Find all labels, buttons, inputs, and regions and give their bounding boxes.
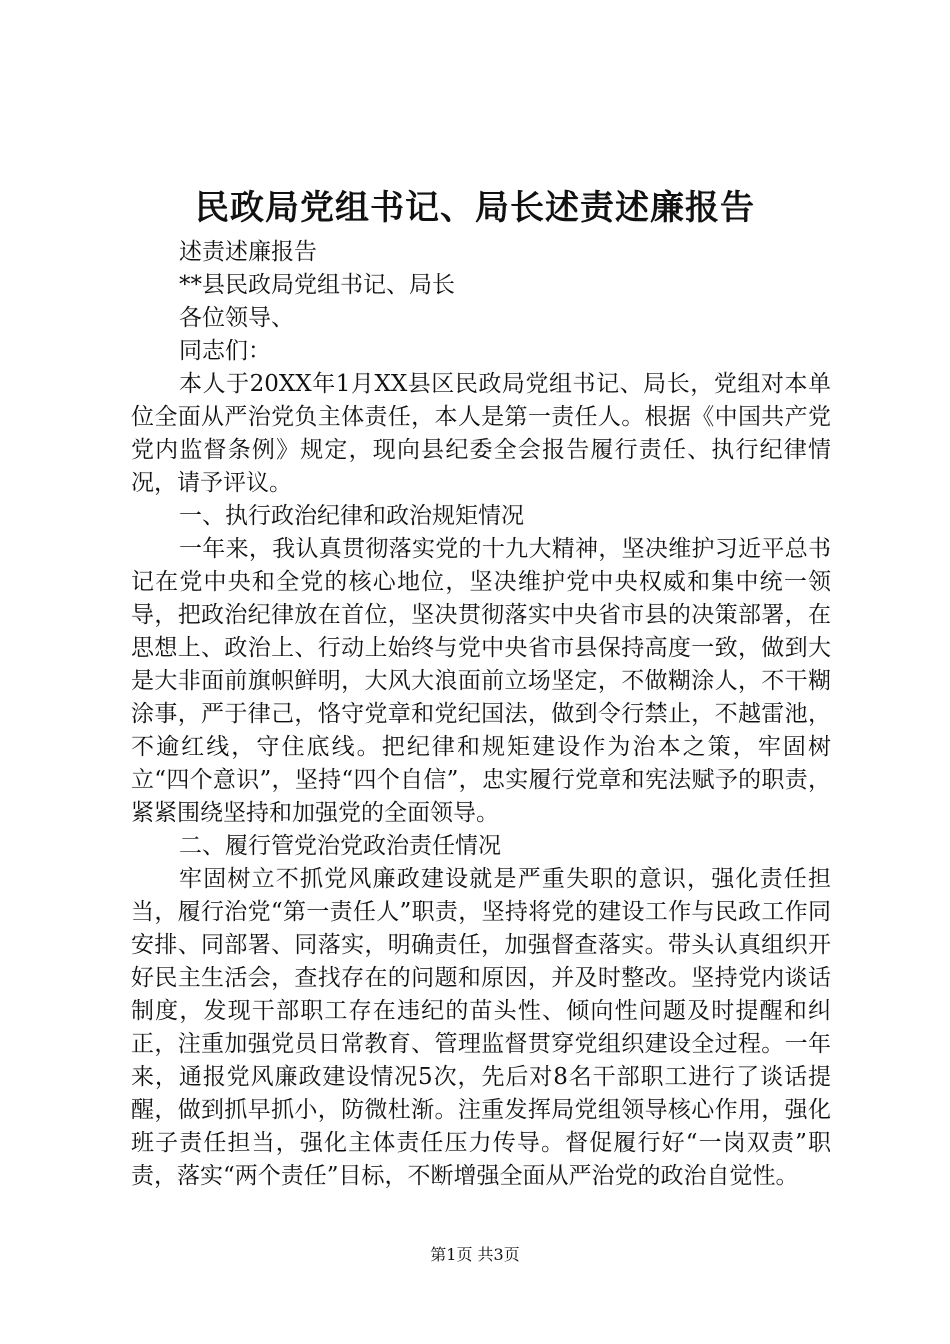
author-line: **县民政局党组书记、局长 [179, 272, 455, 298]
paragraph-list [131, 368, 831, 1193]
page-footer: 第1页 共3页 [430, 1245, 520, 1264]
report-subtitle: 述责述廉报告 [179, 239, 317, 265]
salutation-line-2: 同志们： [179, 338, 271, 364]
paragraph-intro: 本人于20XX年1月XX县区民政局党组书记、局长，党组对本单位全面从严治党负主体责任，本人是第一责任人。根据《中国共产党党内监督条例》规定，现向县纪委全会报告履行责任、执行纪律情况，请予评议。 [131, 371, 831, 496]
salutation-line-1: 各位领导、 [179, 305, 294, 331]
document-body [131, 236, 831, 1193]
section-heading-2: 二、履行管党治党政治责任情况 [179, 833, 501, 859]
document-title: 民政局党组书记、局长述责述廉报告 [195, 188, 755, 228]
paragraph-section-1: 一年来，我认真贯彻落实党的十九大精神，坚决维护习近平总书记在党中央和全党的核心地位，坚决维护党中央权威和集中统一领导，把政治纪律放在首位，坚决贯彻落实中央省市县的决策部署，在思想上、政治上、行动上始终与党中央省市县保持高度一致，做到大是大非面前旗帜鲜明，大风大浪面前立场坚定，不做糊涂人，不干糊涂事，严于律己，恪守党章和党纪国法，做到令行禁止，不越雷池，不逾红线，守住底线。把纪律和规矩建设作为治本之策，牢固树立“四个意识”，坚持“四个自信”，忠实履行党章和宪法赋予的职责，紧紧围绕坚持和加强党的全面领导。 [131, 536, 831, 826]
section-heading-1: 一、执行政治纪律和政治规矩情况 [179, 503, 524, 529]
paragraph-section-2: 牢固树立不抓党风廉政建设就是严重失职的意识，强化责任担当，履行治党“第一责任人”职责，坚持将党的建设工作与民政工作同安排、同部署、同落实，明确责任，加强督查落实。带头认真组织开好民主生活会，查找存在的问题和原因，并及时整改。坚持党内谈话制度，发现干部职工存在违纪的苗头性、倾向性问题及时提醒和纠正，注重加强党员日常教育、管理监督贯穿党组织建设全过程。一年来，通报党风廉政建设情况5次，先后对8名干部职工进行了谈话提醒，做到抓早抓小，防微杜渐。注重发挥局党组领导核心作用，强化班子责任担当，强化主体责任压力传导。督促履行好“一岗双责”职责，落实“两个责任”目标，不断增强全面从严治党的政治自觉性。 [131, 866, 831, 1189]
